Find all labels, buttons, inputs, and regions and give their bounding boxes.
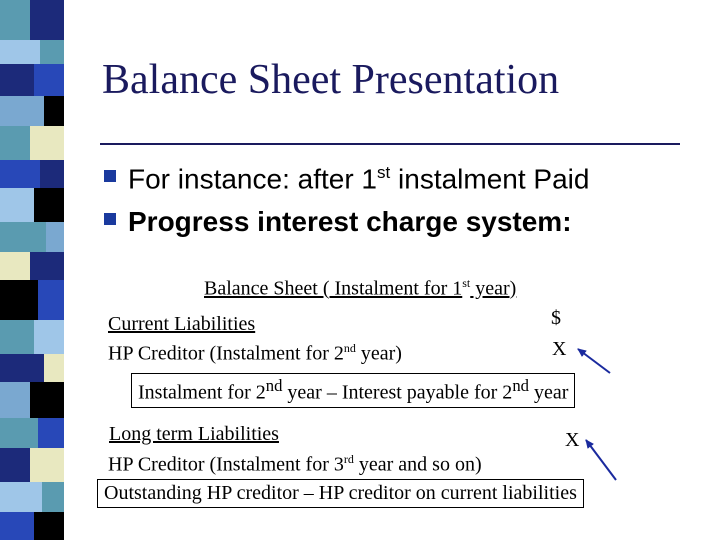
amount-x-long: X (565, 429, 580, 451)
current-liabilities-label: Current Liabilities (108, 313, 256, 335)
hp-long-superscript: rd (343, 452, 354, 466)
hp-long-text-tail: year and so on) (353, 453, 482, 476)
note1-superscript-2: nd (512, 376, 529, 395)
heading-superscript: st (462, 276, 471, 290)
note-box-long: Outstanding HP creditor – HP creditor on current liabilities (97, 479, 584, 508)
note1-text-tail: year (528, 381, 569, 404)
amount-x-current: X (552, 338, 567, 360)
bullet-text: Progress interest charge system: (128, 206, 572, 237)
arrow-to-long-x (586, 440, 616, 480)
hp-current-text: HP Creditor (Instalment for 2 (108, 342, 344, 365)
note1-superscript: nd (265, 376, 283, 395)
bullet-superscript: st (377, 163, 391, 182)
hp-long-text: HP Creditor (Instalment for 3 (108, 453, 344, 476)
hp-current-text-tail: year) (355, 342, 402, 365)
note1-text-mid: year – Interest payable for 2 (282, 381, 513, 404)
slide-title: Balance Sheet Presentation (102, 57, 560, 103)
currency-symbol: $ (551, 307, 561, 329)
bullet-text-tail: instalment Paid (390, 163, 590, 195)
note1-text: Instalment for 2 (138, 381, 266, 404)
heading-text-tail: year) (470, 277, 517, 300)
heading-text: Balance Sheet ( Instalment for 1 (204, 277, 463, 300)
arrow-to-current-x (578, 349, 610, 373)
hp-current-superscript: nd (343, 341, 356, 355)
long-term-liabilities-label: Long term Liabilities (109, 423, 279, 445)
bullet-text: For instance: after 1 (128, 163, 378, 195)
